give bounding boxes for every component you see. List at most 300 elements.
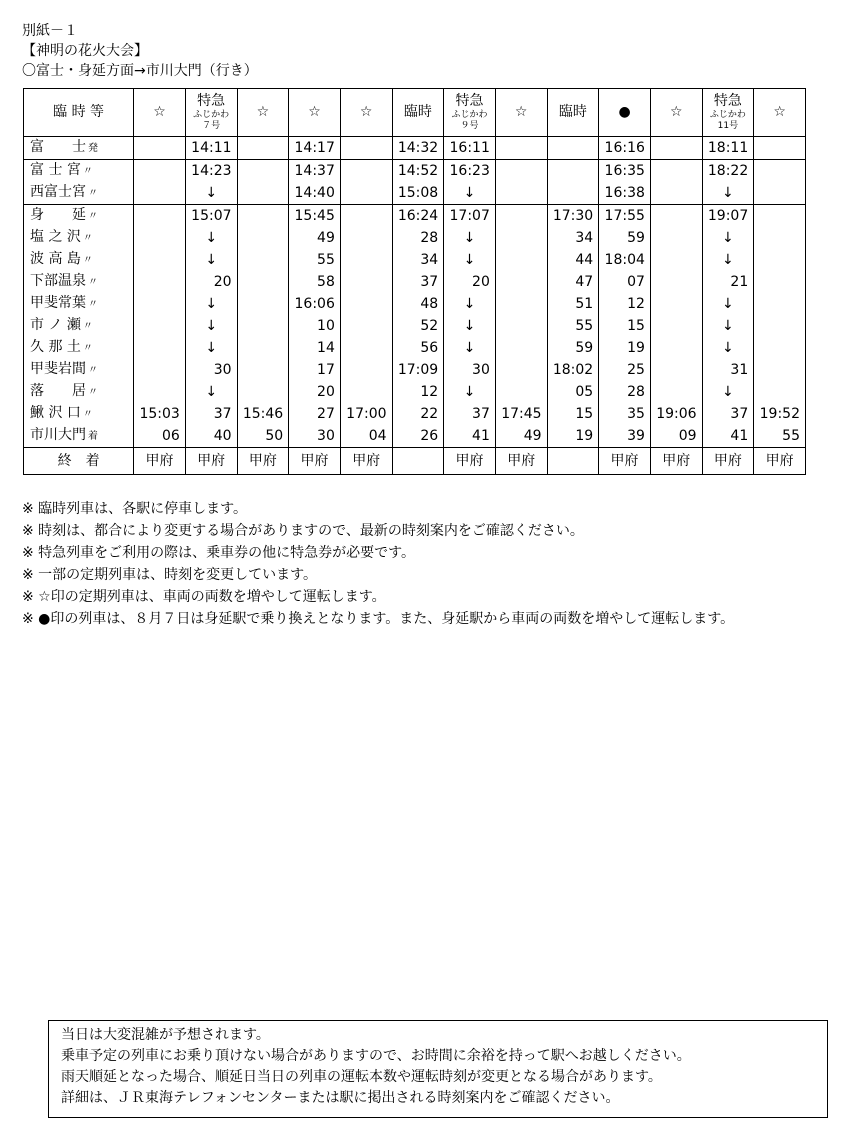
station-cell [24,293,134,315]
time-cell [495,227,547,249]
time-cell: ↓ [444,293,496,315]
time-cell: 30 [289,425,341,448]
time-cell: ↓ [185,315,237,337]
time-cell: 55 [547,315,599,337]
time-cell: 20 [289,381,341,403]
time-cell [495,205,547,228]
time-cell: 14:32 [392,137,444,160]
table-row [24,359,806,381]
time-cell [650,227,702,249]
station-cell [24,227,134,249]
time-cell [650,160,702,183]
time-cell: 14 [289,337,341,359]
terminus-cell: 甲府 [340,448,392,475]
table-row [24,137,806,160]
time-cell [650,293,702,315]
terminus-cell [392,448,444,475]
time-cell: ↓ [444,337,496,359]
time-cell: ↓ [444,249,496,271]
time-cell: 21 [702,271,754,293]
time-cell [754,337,806,359]
time-cell: 25 [599,359,651,381]
table-row [24,293,806,315]
time-cell: 20 [444,271,496,293]
time-cell [754,182,806,205]
station-cell [24,271,134,293]
time-cell: 37 [185,403,237,425]
station-cell [24,182,134,205]
time-cell [340,337,392,359]
time-cell: ↓ [702,337,754,359]
time-cell: 19:52 [754,403,806,425]
time-cell [495,160,547,183]
table-row [24,182,806,205]
time-cell: 40 [185,425,237,448]
time-cell [340,381,392,403]
time-cell [237,359,289,381]
time-cell: 17 [289,359,341,381]
station-name: 久 那 土 [30,339,81,355]
time-cell [754,205,806,228]
time-cell: 19 [547,425,599,448]
train-header [185,89,237,137]
time-cell [495,182,547,205]
station-suffix: 〃 [88,188,98,199]
time-cell [547,160,599,183]
train-type: ☆ [773,104,786,120]
terminus-label: 終 着 [24,448,134,475]
time-cell: 52 [392,315,444,337]
train-type: 特急 [713,93,742,109]
time-cell: 14:52 [392,160,444,183]
note-item: ※ 特急列車をご利用の際は、乗車券の他に特急券が必要です。 [22,545,416,561]
station-name: 下部温泉 [30,273,86,289]
time-cell [650,315,702,337]
table-row [24,381,806,403]
time-cell [754,137,806,160]
time-cell: ↓ [702,182,754,205]
time-cell: 16:06 [289,293,341,315]
time-cell [650,381,702,403]
station-suffix: 〃 [82,166,93,177]
station-name: 市川大門 [30,427,86,443]
time-cell [340,227,392,249]
train-type: 臨時 [403,104,432,120]
notice-line: 雨天順延となった場合、順延日当日の列車の運転本数や運転時刻が変更となる場合があります。 [61,1069,662,1085]
time-cell [134,249,186,271]
station-cell [24,137,134,160]
train-header [392,89,444,137]
time-cell: 09 [650,425,702,448]
time-cell [237,293,289,315]
time-cell [134,227,186,249]
station-name: 甲斐岩間 [30,361,86,377]
time-cell [237,381,289,403]
note-item: ※ 時刻は、都合により変更する場合がありますので、最新の時刻案内をご確認ください。 [22,523,584,539]
time-cell [754,227,806,249]
notice-line: 当日は大変混雑が予想されます。 [61,1027,270,1043]
time-cell [754,293,806,315]
time-cell: 14:17 [289,137,341,160]
time-cell [237,271,289,293]
time-cell [495,337,547,359]
time-cell [547,137,599,160]
train-header [547,89,599,137]
time-cell: ↓ [185,182,237,205]
station-suffix: 〃 [88,277,98,288]
time-cell: 16:11 [444,137,496,160]
attachment-label: 別紙－１ [22,23,78,39]
time-cell: 16:24 [392,205,444,228]
time-cell: 17:07 [444,205,496,228]
table-row [24,315,806,337]
station-suffix: 着 [88,431,98,442]
timetable [23,88,806,475]
time-cell [650,205,702,228]
train-number: ７号 [202,121,221,131]
terminus-cell: 甲府 [289,448,341,475]
time-cell [340,359,392,381]
terminus-cell: 甲府 [754,448,806,475]
time-cell: 34 [392,249,444,271]
time-cell [754,271,806,293]
time-cell: 34 [547,227,599,249]
time-cell: 15:07 [185,205,237,228]
event-title: 【神明の花火大会】 [22,43,148,59]
table-row [24,227,806,249]
terminus-cell: 甲府 [237,448,289,475]
train-type: 特急 [455,93,484,109]
time-cell: 59 [599,227,651,249]
time-cell: 06 [134,425,186,448]
time-cell [650,337,702,359]
time-cell: 17:55 [599,205,651,228]
time-cell: 16:23 [444,160,496,183]
train-header [599,89,651,137]
station-cell [24,359,134,381]
time-cell: ↓ [702,293,754,315]
station-cell [24,381,134,403]
time-cell: 26 [392,425,444,448]
time-cell: 49 [289,227,341,249]
time-cell [237,315,289,337]
notes-list [22,498,734,630]
time-cell: 44 [547,249,599,271]
time-cell [237,337,289,359]
time-cell: ↓ [444,182,496,205]
train-type: ☆ [153,104,166,120]
time-cell: 48 [392,293,444,315]
time-cell [237,160,289,183]
train-header [444,89,496,137]
time-cell [134,293,186,315]
train-type: ● [618,104,631,120]
time-cell [650,359,702,381]
time-cell: ↓ [444,227,496,249]
station-name: 塩 之 沢 [30,229,81,245]
time-cell [134,137,186,160]
train-name: ふじかわ [451,110,488,120]
station-cell [24,425,134,448]
station-name: 甲斐常葉 [30,295,86,311]
time-cell [650,271,702,293]
time-cell: 41 [444,425,496,448]
time-cell: ↓ [185,337,237,359]
time-cell [134,271,186,293]
time-cell: 56 [392,337,444,359]
train-header [650,89,702,137]
train-name: ふじかわ [193,110,230,120]
train-header [134,89,186,137]
time-cell [340,205,392,228]
time-cell: 18:11 [702,137,754,160]
terminus-cell: 甲府 [444,448,496,475]
station-suffix: 〃 [82,409,93,420]
table-row [24,403,806,425]
time-cell [754,315,806,337]
train-type: ☆ [669,104,683,120]
time-cell: ↓ [702,381,754,403]
time-cell: 59 [547,337,599,359]
time-cell: 35 [599,403,651,425]
train-header [495,89,547,137]
terminus-cell [547,448,599,475]
time-cell: 12 [392,381,444,403]
notice-box [48,1020,828,1118]
time-cell [495,381,547,403]
time-cell [340,249,392,271]
station-suffix: 〃 [88,299,98,310]
time-cell: 30 [444,359,496,381]
direction-title: 〇富士・身延方面→市川大門（行き） [22,63,258,79]
time-cell: 14:37 [289,160,341,183]
time-cell [754,249,806,271]
train-number: ９号 [460,121,479,131]
station-cell [24,315,134,337]
time-cell: 17:45 [495,403,547,425]
note-item: ※ 臨時列車は、各駅に停車します。 [22,501,248,517]
time-cell [134,160,186,183]
time-cell [754,160,806,183]
train-number: 11号 [717,121,739,131]
time-cell: ↓ [702,315,754,337]
notice-line: 詳細は、ＪＲ東海テレフォンセンターまたは駅に掲出される時刻案内をご確認ください。 [61,1090,620,1106]
train-type: ☆ [256,104,270,120]
time-cell: 16:35 [599,160,651,183]
station-suffix: 〃 [82,255,93,266]
time-cell [495,271,547,293]
station-name: 鰍 沢 口 [30,405,81,421]
time-cell: ↓ [185,381,237,403]
table-row [24,425,806,448]
time-cell [237,249,289,271]
time-cell [237,182,289,205]
station-suffix: 〃 [88,387,98,398]
station-name: 身 延 [30,207,86,223]
station-suffix: 〃 [82,233,93,244]
time-cell: 14:11 [185,137,237,160]
train-header [754,89,806,137]
time-cell [134,182,186,205]
train-type: ☆ [359,104,373,120]
time-cell: 20 [185,271,237,293]
terminus-cell: 甲府 [702,448,754,475]
time-cell: 12 [599,293,651,315]
time-cell: 15:08 [392,182,444,205]
time-cell: 19:06 [650,403,702,425]
time-cell: 47 [547,271,599,293]
time-cell [340,137,392,160]
note-item: ※ ☆印の定期列車は、車両の両数を増やして運転します。 [22,589,386,605]
terminus-cell: 甲府 [599,448,651,475]
corner-label: 臨 時 等 [24,89,134,137]
train-header [702,89,754,137]
table-row [24,337,806,359]
time-cell: 17:09 [392,359,444,381]
time-cell: 50 [237,425,289,448]
station-cell [24,205,134,228]
time-cell: 05 [547,381,599,403]
time-cell [495,249,547,271]
time-cell [495,137,547,160]
time-cell [237,227,289,249]
station-name: 富 士 [30,139,86,155]
time-cell: 41 [702,425,754,448]
terminus-cell: 甲府 [185,448,237,475]
time-cell: 27 [289,403,341,425]
time-cell [650,137,702,160]
time-cell [134,337,186,359]
time-cell [754,381,806,403]
time-cell [237,205,289,228]
time-cell: 15:45 [289,205,341,228]
station-name: 波 高 島 [30,251,81,267]
time-cell [134,315,186,337]
train-name: ふじかわ [709,110,746,120]
time-cell [495,359,547,381]
time-cell: 16:38 [599,182,651,205]
station-suffix: 〃 [88,365,98,376]
time-cell: 15 [547,403,599,425]
time-cell: 30 [185,359,237,381]
station-name: 市 ノ 瀬 [30,317,81,333]
station-suffix: 発 [88,143,98,154]
timetable-header-row [24,89,806,137]
time-cell: 55 [289,249,341,271]
time-cell: 37 [392,271,444,293]
note-item: ※ ●印の列車は、８月７日は身延駅で乗り換えとなります。また、身延駅から車両の両数を増やして運転します。 [22,611,735,627]
time-cell: 15:46 [237,403,289,425]
time-cell: ↓ [444,315,496,337]
time-cell: 37 [444,403,496,425]
station-suffix: 〃 [88,211,98,222]
table-row [24,249,806,271]
time-cell: 15:03 [134,403,186,425]
train-header [237,89,289,137]
table-row [24,271,806,293]
time-cell: 51 [547,293,599,315]
time-cell: 10 [289,315,341,337]
train-type: 特急 [197,93,226,109]
station-name: 西富士宮 [30,184,86,200]
station-suffix: 〃 [82,321,93,332]
time-cell: 37 [702,403,754,425]
station-cell [24,403,134,425]
time-cell [340,182,392,205]
time-cell: 55 [754,425,806,448]
time-cell: 18:04 [599,249,651,271]
time-cell: 16:16 [599,137,651,160]
time-cell: 19:07 [702,205,754,228]
note-item: ※ 一部の定期列車は、時刻を変更しています。 [22,567,318,583]
time-cell [495,293,547,315]
time-cell: 28 [599,381,651,403]
station-cell [24,160,134,183]
time-cell: 22 [392,403,444,425]
time-cell [237,137,289,160]
table-row [24,160,806,183]
time-cell: ↓ [444,381,496,403]
train-type: ☆ [308,104,321,120]
time-cell: ↓ [702,249,754,271]
time-cell: 17:00 [340,403,392,425]
time-cell: 28 [392,227,444,249]
terminus-cell: 甲府 [495,448,547,475]
time-cell: 39 [599,425,651,448]
station-name: 落 居 [30,383,86,399]
time-cell [340,293,392,315]
time-cell: 04 [340,425,392,448]
time-cell [754,359,806,381]
train-header [289,89,341,137]
time-cell: 18:22 [702,160,754,183]
time-cell [340,271,392,293]
time-cell: ↓ [185,249,237,271]
station-cell [24,249,134,271]
station-suffix: 〃 [82,343,93,354]
time-cell: ↓ [185,293,237,315]
time-cell: 49 [495,425,547,448]
time-cell: 18:02 [547,359,599,381]
time-cell [134,359,186,381]
time-cell [650,182,702,205]
time-cell: 14:40 [289,182,341,205]
time-cell: 31 [702,359,754,381]
station-cell [24,337,134,359]
time-cell: ↓ [702,227,754,249]
time-cell: 58 [289,271,341,293]
terminus-row [24,448,806,475]
time-cell [340,315,392,337]
time-cell [547,182,599,205]
time-cell [495,315,547,337]
train-type: 臨時 [558,104,587,120]
table-row [24,205,806,228]
time-cell: 14:23 [185,160,237,183]
time-cell: 15 [599,315,651,337]
time-cell: ↓ [185,227,237,249]
train-header [340,89,392,137]
notice-line: 乗車予定の列車にお乗り頂けない場合がありますので、お時間に余裕を持って駅へお越しください。 [61,1048,691,1064]
time-cell: 07 [599,271,651,293]
time-cell [134,381,186,403]
terminus-cell: 甲府 [650,448,702,475]
time-cell [340,160,392,183]
terminus-cell: 甲府 [134,448,186,475]
time-cell: 17:30 [547,205,599,228]
time-cell [134,205,186,228]
time-cell [650,249,702,271]
